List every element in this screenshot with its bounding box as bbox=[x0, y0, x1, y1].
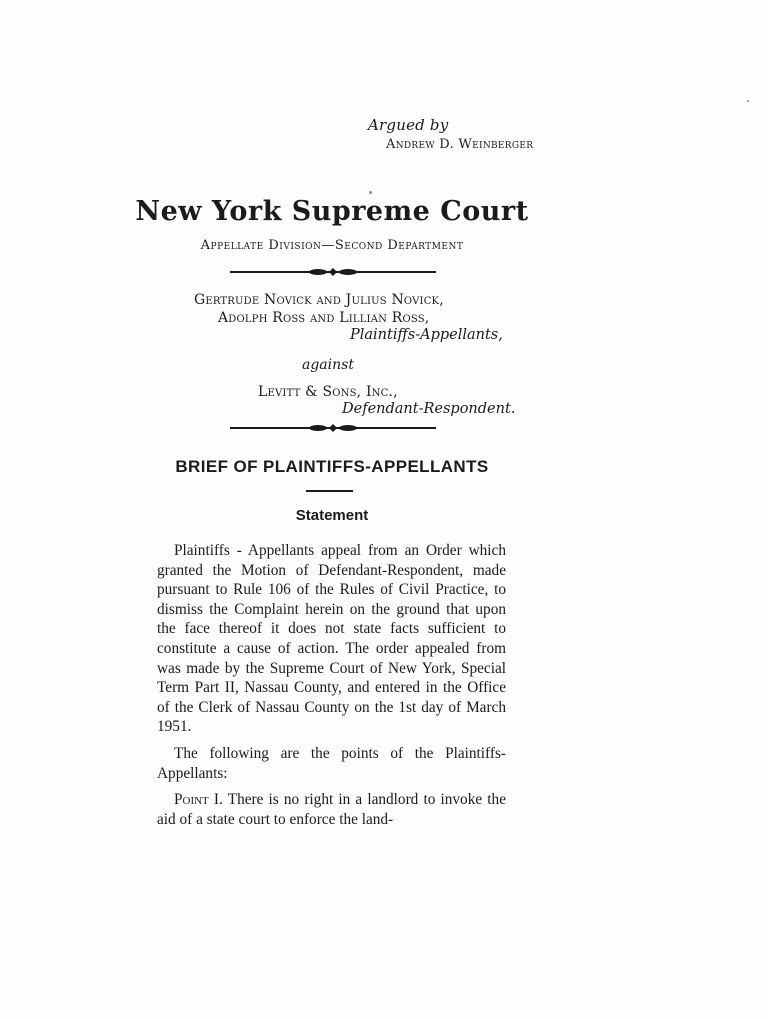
statement-paragraph: Plaintiffs - Appellants appeal from an Order which granted the Motion of Defendant-Respondent, made pursuant to Rule 106 of the Rules of Civil Practice, to dismiss the Complaint herein on the ground that upon the face thereof it does not state facts sufficient to constitute a cause of action. The order appealed from was made by the Supreme Court of New York, Special Term Part II, Nassau County, and entered in the Office of the Clerk of Nassau County on the 1st day of March 1951. bbox=[157, 542, 506, 736]
ornamental-rule-top bbox=[230, 266, 436, 278]
section-heading: Statement bbox=[295, 507, 369, 524]
paper-speck bbox=[369, 191, 372, 194]
point-one-text: There is no right in a landlord to invoke the aid of a state court to enforce the land- bbox=[157, 791, 506, 828]
point-one-label: Point I. bbox=[174, 791, 223, 809]
respondent-role: Defendant-Respondent. bbox=[342, 401, 516, 417]
point-one-paragraph bbox=[157, 790, 506, 829]
ornamental-rule-bottom bbox=[230, 422, 436, 434]
brief-body bbox=[157, 541, 506, 836]
appellants-role: Plaintiffs-Appellants, bbox=[350, 327, 503, 343]
appellants-line-1: Gertrude Novick and Julius Novick, bbox=[194, 292, 444, 308]
brief-title: BRIEF OF PLAINTIFFS-APPELLANTS bbox=[175, 457, 489, 476]
arguing-attorney: Andrew D. Weinberger bbox=[386, 137, 534, 152]
argued-by-label: Argued by bbox=[368, 116, 449, 134]
court-division: Appellate Division—Second Department bbox=[200, 238, 464, 253]
appellants-line-2: Adolph Ross and Lillian Ross, bbox=[218, 310, 430, 326]
versus-label: against bbox=[302, 357, 354, 373]
court-title: New York Supreme Court bbox=[135, 196, 529, 227]
points-intro-paragraph: The following are the points of the Plaintiffs-Appellants: bbox=[157, 744, 506, 782]
respondent-name: Levitt & Sons, Inc., bbox=[258, 384, 398, 400]
paper-speck bbox=[747, 100, 749, 102]
title-divider bbox=[306, 490, 353, 492]
